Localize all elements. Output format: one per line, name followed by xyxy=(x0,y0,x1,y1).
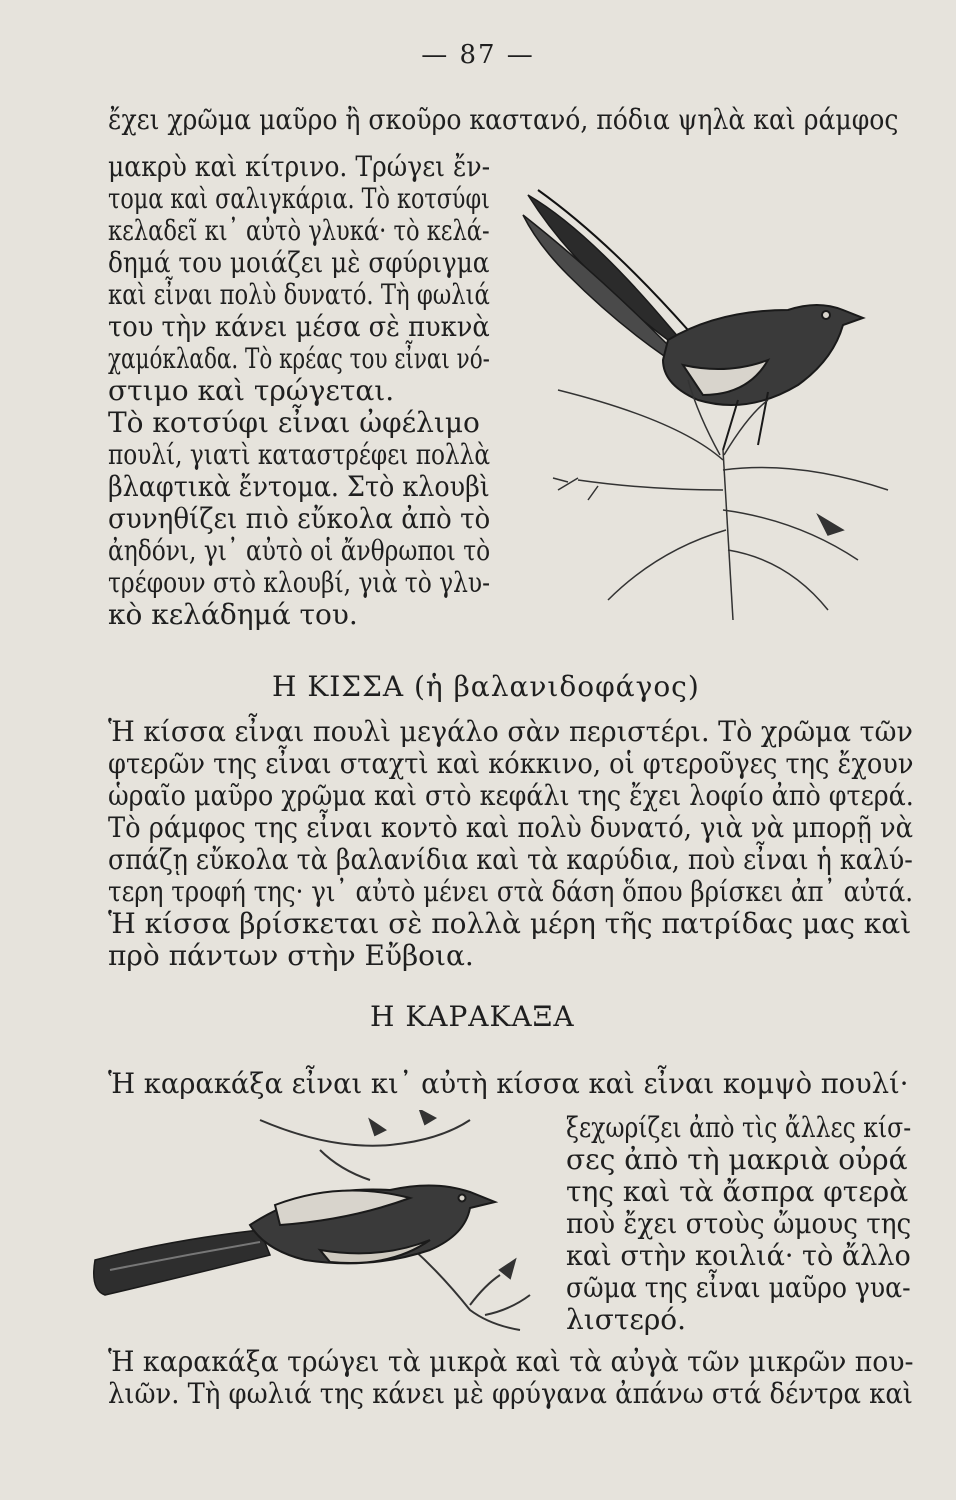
text-line: κελαδεῖ κι᾽ αὐτὸ γλυκά· τὸ κελά- xyxy=(108,214,490,247)
text-line: καὶ εἶναι πολὺ δυνατό. Τὴ φωλιά xyxy=(108,278,490,311)
text-line: Τὸ ράμφος της εἶναι κοντὸ καὶ πολὺ δυνατό, γιὰ νὰ μπορῇ νὰ xyxy=(108,811,913,844)
text-line: χαμόκλαδα. Τὸ κρέας του εἶναι νό- xyxy=(108,342,490,375)
karakaxa-heading: Η ΚΑΡΑΚΑΞΑ xyxy=(370,1000,575,1033)
blackbird-body-icon xyxy=(663,305,863,450)
magpie-tail-icon xyxy=(94,1230,270,1295)
text-line: τομα καὶ σαλιγκάρια. Τὸ κοτσύφι xyxy=(108,182,490,215)
text-line: Ἡ καρακάξα τρώγει τὰ μικρὰ καὶ τὰ αὐγὰ τῶν μικρῶν που- xyxy=(108,1345,914,1378)
text-line xyxy=(566,1112,911,1144)
text-line: ὡραῖο μαῦρο χρῶμα καὶ στὸ κεφάλι της ἔχει λοφίο ἀπὸ φτερά. xyxy=(108,779,914,812)
karakaxa-paragraph xyxy=(566,1112,911,1336)
text-line: ποὺ ἔχει στοὺς ὤμους της xyxy=(566,1207,912,1240)
first-line xyxy=(108,104,898,136)
blackbird-illustration xyxy=(498,160,898,630)
text-line: σπάζῃ εὔκολα τὰ βαλανίδια καὶ τὰ καρύδια, ποὺ εἶναι ἡ καλύ- xyxy=(108,843,913,876)
kissa-paragraph xyxy=(108,716,913,972)
text-line: βλαφτικὰ ἔντομα. Στὸ κλουβὶ xyxy=(108,470,490,503)
text-line: του τὴν κάνει μέσα σὲ πυκνὰ xyxy=(108,310,490,343)
text-line xyxy=(566,1144,911,1176)
text-line: λιῶν. Τὴ φωλιά της κάνει μὲ φρύγανα ἀπάνω στά δέντρα καὶ xyxy=(108,1377,913,1410)
text-line: ἔχει χρῶμα μαῦρο ἢ σκοῦρο καστανό, πόδια ψηλὰ καὶ ράμφος xyxy=(108,103,899,136)
line-text: ξεχωρίζει ἀπὸ τὶς ἄλλες κίσ- xyxy=(566,1111,912,1144)
text-line: συνηθίζει πιὸ εὔκολα ἀπὸ τὸ xyxy=(108,502,491,535)
magpie-illustration xyxy=(90,1110,550,1340)
karakaxa-first-line xyxy=(108,1068,908,1100)
text-line: σῶμα της εἶναι μαῦρο γυα- xyxy=(566,1271,911,1304)
text-line: στιμο καὶ τρώγεται. xyxy=(108,374,395,407)
text-line: Ἡ καρακάξα εἶναι κι᾽ αὐτὴ κίσσα καὶ εἶναι κομψὸ πουλί· xyxy=(108,1067,909,1100)
line-text: Ἡ κίσσα εἶναι πουλὶ μεγάλο σὰν περιστέρι. Τὸ χρῶμα τῶν xyxy=(108,715,913,748)
text-line: μακρὺ καὶ κίτρινο. Τρώγει ἔν- xyxy=(108,150,491,183)
text-line: τερη τροφή της· γι᾽ αὐτὸ μένει στὰ δάση ὅπου βρίσκει ἀπ᾽ αὐτά. xyxy=(108,875,914,908)
final-paragraph xyxy=(108,1346,913,1410)
text-line: δημά του μοιάζει μὲ σφύριγμα xyxy=(108,246,490,279)
page-number: — 87 — xyxy=(421,40,535,70)
text-line: πρὸ πάντων στὴν Εὔβοια. xyxy=(108,939,474,972)
kissa-heading: Η ΚΙΣΣΑ (ἡ βαλανιδοφάγος) xyxy=(272,670,700,703)
text-line: ἀηδόνι, γι᾽ αὐτὸ οἱ ἄνθρωποι τὸ xyxy=(108,534,491,567)
plant-icon xyxy=(553,380,888,620)
kotsyfi-paragraph xyxy=(108,151,490,631)
text-line: κὸ κελάδημά του. xyxy=(108,598,358,631)
line-text: σες ἀπὸ τὴ μακριὰ οὐρά xyxy=(566,1143,908,1176)
text-line: τρέφουν στὸ κλουβί, γιὰ τὸ γλυ- xyxy=(108,566,491,599)
text-line: λιστερό. xyxy=(566,1303,687,1336)
text-line: φτερῶν της εἶναι σταχτὶ καὶ κόκκινο, οἱ φτεροῦγες της ἔχουν xyxy=(108,747,914,780)
text-line: Ἡ κίσσα βρίσκεται σὲ πολλὰ μέρη τῆς πατρίδας μας καὶ xyxy=(108,907,912,940)
text-line xyxy=(108,716,913,748)
text-line: της καὶ τὰ ἄσπρα φτερὰ xyxy=(566,1175,909,1208)
text-line: Τὸ κοτσύφι εἶναι ὠφέλιμο xyxy=(108,406,480,439)
magpie-body-icon xyxy=(250,1185,495,1263)
text-line: καὶ στὴν κοιλιά· τὸ ἄλλο xyxy=(566,1239,911,1272)
text-line: πουλί, γιατὶ καταστρέφει πολλὰ xyxy=(108,438,491,471)
